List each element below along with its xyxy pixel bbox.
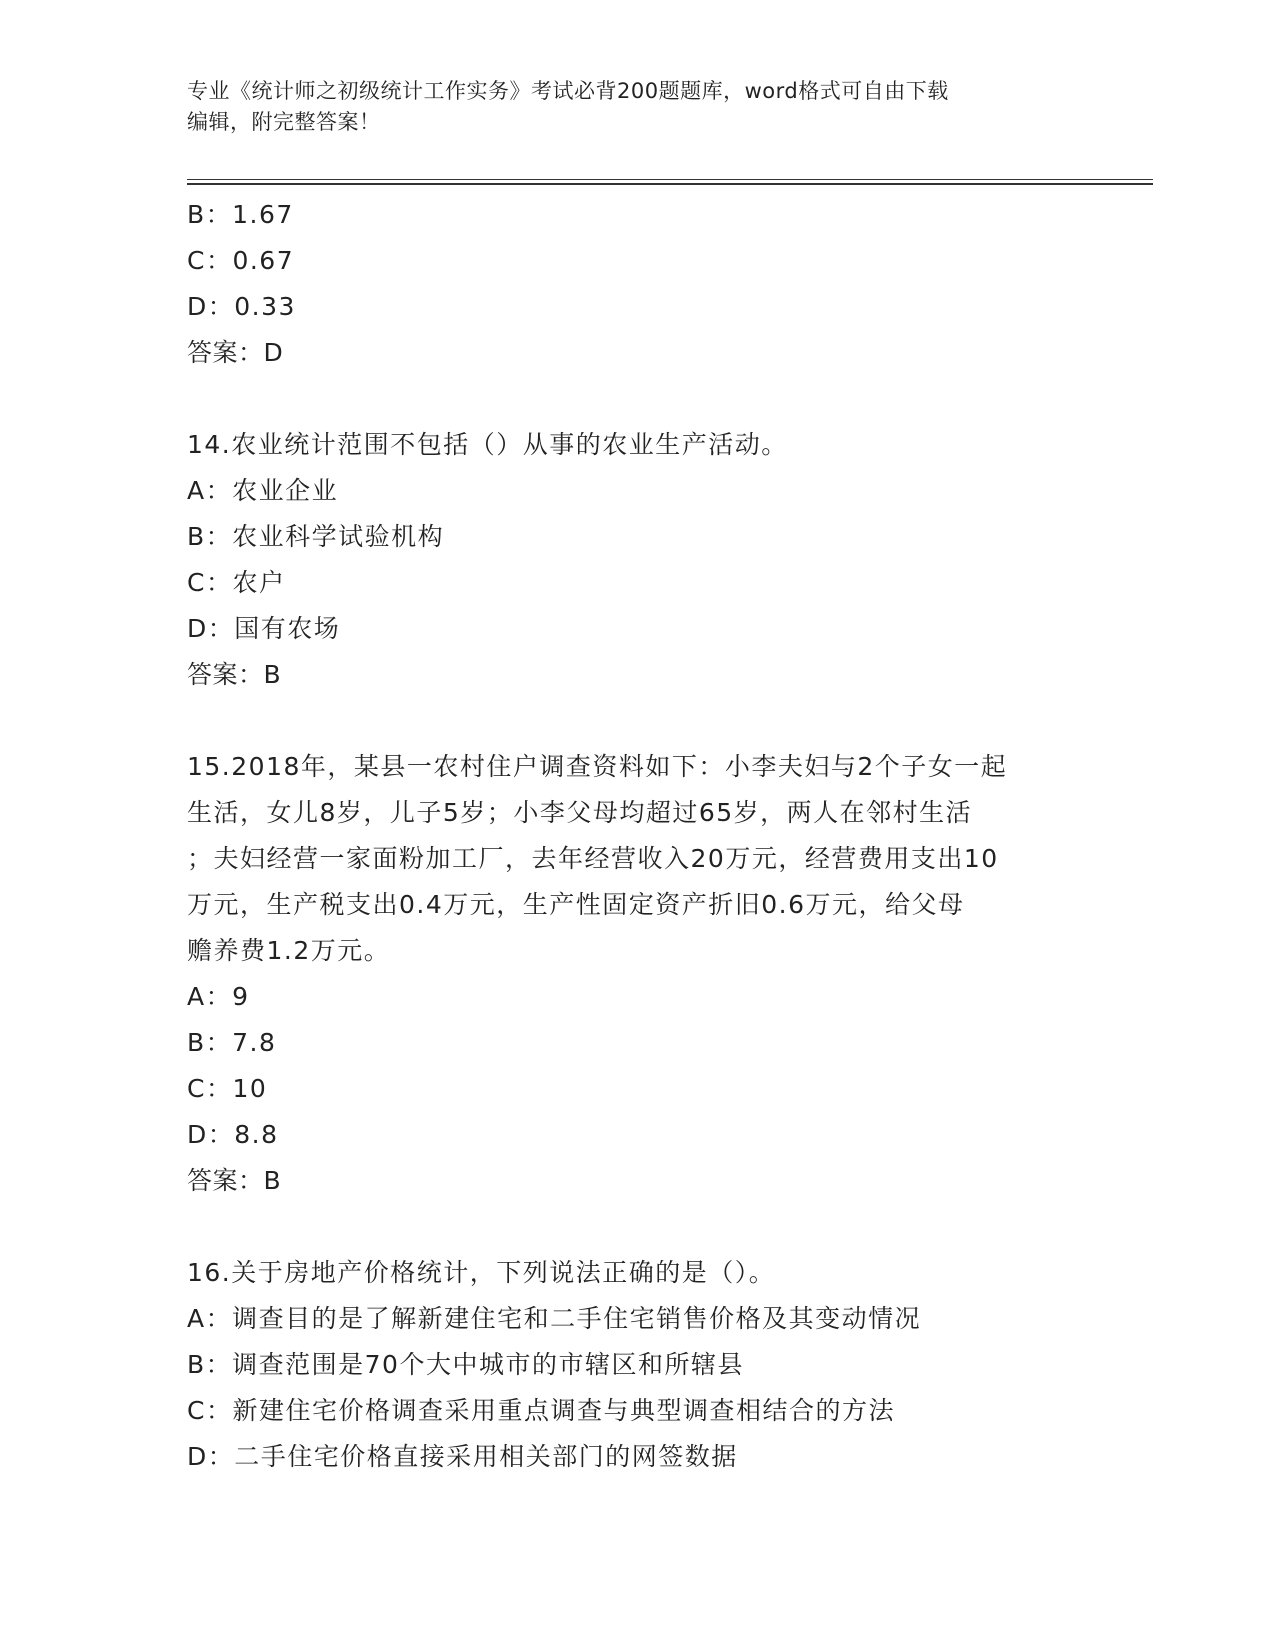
page-header [187,76,1087,138]
option-c: C：农户 [187,568,286,597]
header-divider-thin [187,179,1153,180]
answer: 答案：B [187,1166,282,1195]
option-d: D：0.33 [187,292,296,321]
option-c: C：10 [187,1074,268,1103]
option-d: D：二手住宅价格直接采用相关部门的网签数据 [187,1442,738,1471]
question-stem: 16.关于房地产价格统计，下列说法正确的是（）。 [187,1258,776,1287]
option-b: B：7.8 [187,1028,277,1057]
option-a: A：农业企业 [187,476,339,505]
answer: 答案：B [187,660,282,689]
answer: 答案：D [187,338,284,367]
spacer [187,376,1087,422]
option-d: D：8.8 [187,1120,279,1149]
option-c: C：新建住宅价格调查采用重点调查与典型调查相结合的方法 [187,1396,895,1425]
question-list [187,192,1087,1480]
option-b: B：农业科学试验机构 [187,522,445,551]
option-a: A：9 [187,982,250,1011]
spacer [187,698,1087,744]
question-14 [187,422,1087,698]
header-divider-thick [187,183,1153,185]
question-15 [187,744,1087,1204]
option-c: C：0.67 [187,246,295,275]
option-d: D：国有农场 [187,614,341,643]
question-13 [187,192,1087,376]
question-16 [187,1250,1087,1480]
option-b: B：调查范围是70个大中城市的市辖区和所辖县 [187,1350,744,1379]
header-title-line-1: 专业《统计师之初级统计工作实务》考试必背200题题库，word格式可自由下载 [187,79,949,103]
spacer [187,1204,1087,1250]
question-stem: 14.农业统计范围不包括（）从事的农业生产活动。 [187,430,788,459]
header-title-line-2: 编辑，附完整答案！ [187,110,381,134]
option-a: A：调查目的是了解新建住宅和二手住宅销售价格及其变动情况 [187,1304,922,1333]
option-b: B：1.67 [187,200,294,229]
question-stem: 15.2018年，某县一农村住户调查资料如下：小李夫妇与2个子女一起 生活，女儿8岁，儿子5岁；小李父母均超过65岁，两人在邻村生活 ；夫妇经营一家面粉加工厂，去年经营收入20万元，经营费用支出10 万元，生产税支出0.4万元，生产性固定资产折旧0.6万元，给父母 赡养费1.2万元。 [187,752,1008,965]
